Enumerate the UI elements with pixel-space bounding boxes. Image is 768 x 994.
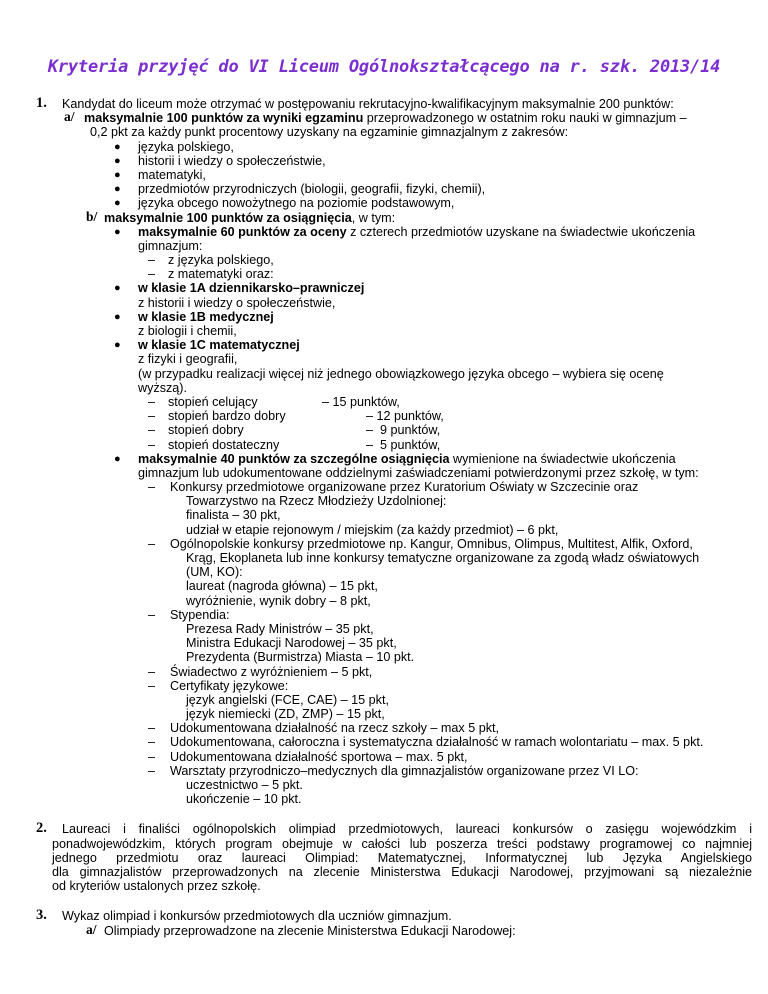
section-3 (0, 909, 768, 923)
section-2-text: jednego przedmiotu oraz laureaci Olimpiad: Matematycznej, Informatycznej lub Języka Angielskiego (52, 850, 752, 865)
special-achievements-text: wymienione na świadectwie ukończenia (449, 451, 676, 466)
special-achievements-heading: maksymalnie 40 punktów za szczególne osiągnięcia (138, 451, 450, 466)
dash-icon: – (148, 267, 156, 282)
class-1a-heading: w klasie 1A dziennikarsko–prawniczej (138, 281, 365, 296)
achievement-detail: udział w etapie rejonowym / miejskim (za każdy przedmiot) – 6 pkt, (186, 522, 559, 537)
bullet-icon: ● (114, 452, 121, 465)
achievement-detail: ukończenie – 10 pkt. (186, 792, 302, 807)
exam-points-text: przeprowadzonego w ostatnim roku nauki w gimnazjum – (363, 111, 687, 126)
dash-icon: – (148, 536, 156, 551)
achievement-item: Udokumentowana działalność sportowa – max. 5 pkt, (170, 749, 468, 764)
class-1c-subjects: z fizyki i geografii, (138, 352, 238, 367)
list-item (0, 665, 768, 679)
exam-subject: języka obcego nowożytnego na poziomie podstawowym, (138, 196, 455, 211)
exam-points-heading: maksymalnie 100 punktów za wyniki egzaminu (84, 111, 364, 126)
bullet-icon: ● (114, 168, 121, 181)
list-item (0, 154, 768, 168)
list-item (0, 267, 768, 281)
list-item (0, 140, 768, 154)
dash-icon: – (148, 394, 156, 409)
list-item (0, 281, 768, 295)
language-note: (w przypadku realizacji więcej niż jednego obowiązkowego języka obcego – wybiera się ocenę (138, 366, 664, 381)
bullet-icon: ● (114, 154, 121, 167)
achievement-detail: finalista – 30 pkt, (186, 508, 281, 523)
bullet-icon: ● (114, 183, 121, 196)
class-1b-subjects: z biologii i chemii, (138, 324, 237, 338)
list-item (0, 735, 768, 749)
language-note-2: wyższą). (138, 380, 187, 395)
achievement-detail: język niemiecki (ZD, ZMP) – 15 pkt, (186, 707, 385, 722)
dash-icon: – (148, 721, 156, 736)
dash-icon: – (148, 763, 156, 778)
achievement-item: Udokumentowana działalność na rzecz szkoły – max 5 pkt, (170, 721, 499, 736)
achievement-detail: Prezydenta (Burmistrza) Miasta – 10 pkt. (186, 650, 415, 665)
achievement-detail: laureat (nagroda główna) – 15 pkt, (186, 579, 378, 594)
section-number: 1. (36, 95, 47, 111)
subsection-a (0, 111, 768, 125)
grade-label: stopień dostateczny (168, 437, 280, 452)
achievement-detail: Towarzystwo na Rzecz Młodzieży Uzdolnionej: (186, 494, 447, 509)
section-2-text: Laureaci i finaliści ogólnopolskich olimpiad przedmiotowych, laureaci konkursów o zasięgu wojewódzkim i (62, 822, 752, 837)
grade-label: stopień celujący (168, 394, 258, 409)
list-item (0, 452, 768, 466)
bullet-icon: ● (114, 140, 121, 153)
dash-icon: – (148, 409, 156, 424)
grade-points: – 5 punktów, (366, 437, 441, 452)
class-1a-subjects: z historii i wiedzy o społeczeństwie, (138, 295, 336, 310)
bullet-icon: ● (114, 282, 121, 295)
dash-icon: – (148, 423, 156, 438)
section-2 (0, 822, 768, 836)
grade-row (0, 438, 768, 452)
subsection-a (0, 921, 768, 938)
grade-label: stopień dobry (168, 423, 244, 438)
list-item (0, 196, 768, 210)
subsection-letter: a/ (86, 921, 97, 937)
list-item (0, 608, 768, 622)
list-item (0, 168, 768, 182)
section-2-text: dla gimnazjalistów przeprowadzonych na zlecenie Ministerstwa Edukacji Narodowej, przyjmowani są niezależnie (52, 864, 752, 879)
list-item (0, 679, 768, 693)
achievement-detail: wyróżnienie, wynik dobry – 8 pkt, (186, 593, 371, 608)
list-item (0, 338, 768, 352)
grade-row (0, 423, 768, 437)
achievement-item: Udokumentowana, całoroczna i systematyczna działalność w ramach wolontariatu – max. 5 pkt. (170, 735, 704, 750)
achievement-item: Konkursy przedmiotowe organizowane przez Kuratorium Oświaty w Szczecinie oraz (170, 480, 639, 495)
section-number: 2. (36, 820, 47, 837)
list-item (0, 721, 768, 735)
achievement-item: Stypendia: (170, 607, 230, 622)
dash-icon: – (148, 437, 156, 452)
bullet-icon: ● (114, 310, 121, 323)
grades-text: z czterech przedmiotów uzyskane na świadectwie ukończenia (346, 224, 696, 239)
list-item (0, 750, 768, 764)
page-title: Kryteria przyjęć do VI Liceum Ogólnokształcącego na r. szk. 2013/14 (47, 57, 721, 77)
grade-points: – 15 punktów, (322, 394, 400, 409)
section-3-text: Wykaz olimpiad i konkursów przedmiotowych dla uczniów gimnazjum. (62, 909, 452, 924)
bullet-icon: ● (114, 197, 121, 210)
bullet-icon: ● (114, 225, 121, 238)
section-number: 3. (36, 907, 47, 924)
olympiads-heading: Olimpiady przeprowadzone na zlecenie Ministerstwa Edukacji Narodowej: (104, 923, 516, 938)
achievement-item: Warsztaty przyrodniczo–medycznych dla gimnazjalistów organizowane przez VI LO: (170, 763, 639, 778)
dash-icon: – (148, 678, 156, 693)
list-item (0, 480, 768, 494)
grade-subject: z języka polskiego, (168, 253, 274, 268)
subsection-b (0, 208, 768, 225)
grades-text-2: gimnazjum: (138, 238, 203, 253)
class-1c-heading: w klasie 1C matematycznej (138, 338, 300, 353)
list-item (0, 225, 768, 239)
achievements-text: , w tym: (351, 210, 396, 225)
achievement-detail: uczestnictwo – 5 pkt. (186, 778, 303, 792)
list-item (0, 537, 768, 551)
dash-icon: – (148, 480, 156, 495)
grade-label: stopień bardzo dobry (168, 409, 286, 424)
grade-subject: z matematyki oraz: (168, 267, 274, 282)
section-2-text: od kryteriów ustalonych przez szkołę. (52, 879, 261, 894)
achievement-detail: Prezesa Rady Ministrów – 35 pkt, (186, 621, 374, 636)
subsection-letter: b/ (86, 208, 98, 224)
subsection-letter: a/ (64, 109, 75, 125)
achievement-detail: Ministra Edukacji Narodowej – 35 pkt, (186, 636, 397, 651)
dash-icon: – (148, 607, 156, 622)
list-item (0, 764, 768, 778)
exam-points-detail: 0,2 pkt za każdy punkt procentowy uzyskany na egzaminie gimnazjalnym z zakresów: (90, 125, 569, 140)
achievements-heading: maksymalnie 100 punktów za osiągnięcia (104, 210, 352, 225)
section-1-intro-text: Kandydat do liceum może otrzymać w postępowaniu rekrutacyjno-kwalifikacyjnym maksymalnie 200 punktów: (62, 97, 674, 111)
achievement-item: Certyfikaty językowe: (170, 678, 289, 693)
achievement-detail: Krąg, Ekoplaneta lub inne konkursy tematyczne organizowane za zgodą władz oświatowych (186, 551, 700, 565)
grade-points: – 9 punktów, (366, 423, 441, 438)
dash-icon: – (148, 735, 156, 750)
exam-subject: przedmiotów przyrodniczych (biologii, geografii, fizyki, chemii), (138, 182, 486, 197)
grade-row (0, 395, 768, 409)
dash-icon: – (148, 253, 156, 268)
achievement-detail: język angielski (FCE, CAE) – 15 pkt, (186, 692, 389, 707)
achievement-item: Ogólnopolskie konkursy przedmiotowe np. Kangur, Omnibus, Olimpus, Multitest, Alfik, Oxford, (170, 536, 693, 551)
document-body (0, 97, 768, 938)
dash-icon: – (148, 664, 156, 679)
exam-subject: języka polskiego, (138, 139, 234, 154)
list-item (0, 253, 768, 267)
class-1b-heading: w klasie 1B medycznej (138, 309, 274, 324)
grade-points: – 12 punktów, (366, 409, 444, 424)
bullet-icon: ● (114, 339, 121, 352)
achievement-detail: (UM, KO): (186, 565, 243, 580)
exam-subject: historii i wiedzy o społeczeństwie, (138, 153, 326, 168)
grade-row (0, 409, 768, 423)
grades-heading: maksymalnie 60 punktów za oceny (138, 224, 347, 239)
section-2-text: ponadwojewódzkim, których program obejmuje w całości lub poszerza treści podstawy programowej co najmniej (52, 836, 752, 851)
list-item (0, 182, 768, 196)
achievement-item: Świadectwo z wyróżnieniem – 5 pkt, (170, 664, 373, 679)
section-1-intro (0, 97, 768, 111)
special-achievements-text-2: gimnazjum lub udokumentowane oddzielnymi zaświadczeniami potwierdzonymi przez szkołę, w tym: (138, 465, 699, 480)
list-item (0, 310, 768, 324)
exam-subject: matematyki, (138, 167, 206, 182)
dash-icon: – (148, 749, 156, 764)
